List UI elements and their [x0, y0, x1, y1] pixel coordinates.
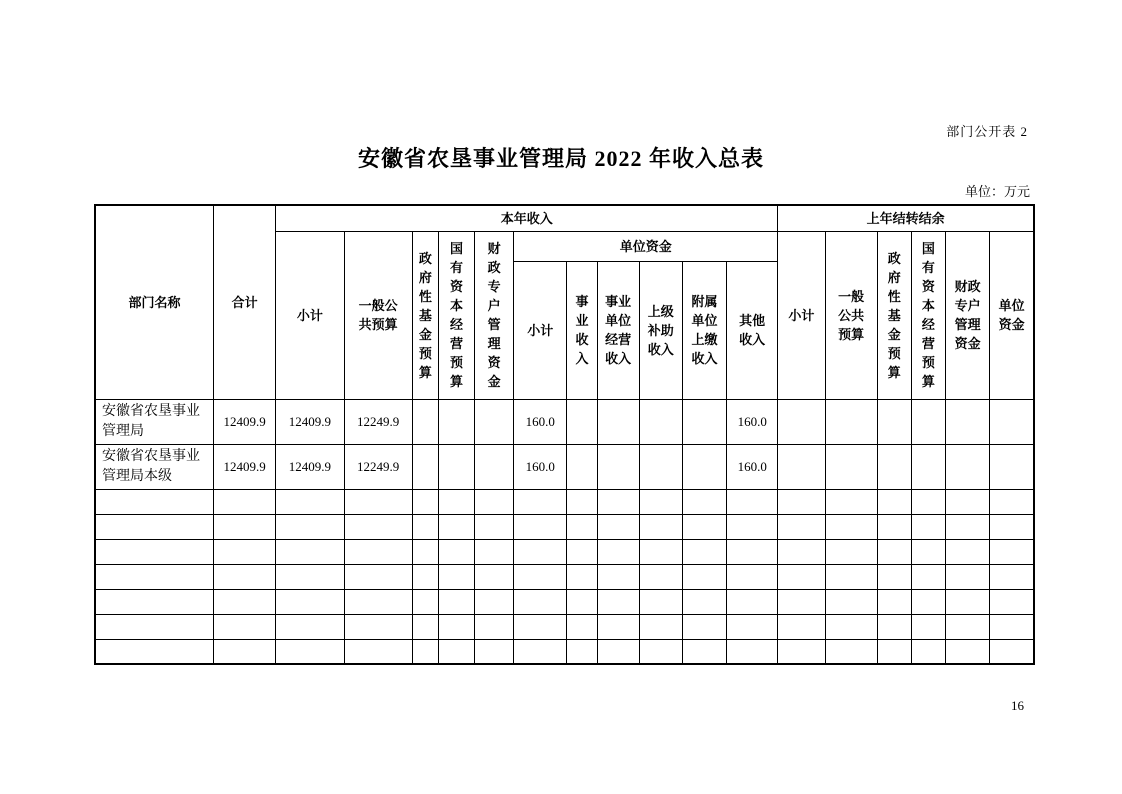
cell-co-state-capital — [911, 444, 945, 489]
empty-cell — [877, 539, 911, 564]
cell-dept: 安徽省农垦事业管理局 — [95, 399, 213, 444]
empty-cell — [990, 489, 1034, 514]
empty-cell — [825, 489, 877, 514]
cell-uf-subtotal: 160.0 — [514, 444, 567, 489]
cell-uf-other-income: 160.0 — [727, 399, 778, 444]
col-header-co-state-capital-budget: 国有资本经营预算 — [911, 231, 945, 399]
empty-cell — [639, 614, 682, 639]
cell-uf-superior-subsidy — [639, 399, 682, 444]
empty-cell — [412, 589, 438, 614]
empty-cell — [514, 614, 567, 639]
empty-cell — [514, 539, 567, 564]
empty-cell — [877, 489, 911, 514]
empty-cell — [877, 514, 911, 539]
col-header-uf-affiliated-income: 附属单位上缴收入 — [682, 261, 726, 399]
empty-cell — [475, 564, 514, 589]
col-header-uf-operating-income: 事业单位经营收入 — [597, 261, 639, 399]
empty-cell — [911, 614, 945, 639]
empty-cell — [911, 489, 945, 514]
col-header-dept-name: 部门名称 — [95, 205, 213, 399]
cell-total: 12409.9 — [213, 399, 275, 444]
empty-cell — [990, 539, 1034, 564]
empty-cell — [639, 639, 682, 664]
empty-cell — [727, 539, 778, 564]
col-header-uf-business-income: 事业收入 — [567, 261, 597, 399]
empty-cell — [682, 514, 726, 539]
cell-co-state-capital — [911, 399, 945, 444]
empty-cell — [946, 539, 990, 564]
cell-uf-other-income: 160.0 — [727, 444, 778, 489]
empty-cell — [682, 614, 726, 639]
empty-cell — [438, 589, 474, 614]
empty-cell — [438, 514, 474, 539]
empty-cell — [276, 514, 344, 539]
empty-cell — [682, 539, 726, 564]
empty-cell — [911, 514, 945, 539]
empty-cell — [778, 514, 825, 539]
empty-cell — [825, 614, 877, 639]
empty-cell — [475, 589, 514, 614]
empty-cell — [438, 539, 474, 564]
empty-cell — [95, 514, 213, 539]
empty-table-row — [95, 514, 1034, 539]
table-body — [95, 205, 1034, 664]
empty-cell — [825, 564, 877, 589]
cell-total: 12409.9 — [213, 444, 275, 489]
empty-cell — [95, 614, 213, 639]
empty-cell — [475, 639, 514, 664]
empty-cell — [344, 614, 412, 639]
empty-cell — [213, 514, 275, 539]
empty-cell — [475, 614, 514, 639]
cell-cy-fiscal-account — [475, 444, 514, 489]
empty-cell — [567, 489, 597, 514]
empty-cell — [438, 564, 474, 589]
empty-cell — [276, 639, 344, 664]
empty-cell — [95, 564, 213, 589]
empty-cell — [567, 589, 597, 614]
doc-label: 部门公开表 2 — [946, 124, 1028, 139]
empty-cell — [946, 639, 990, 664]
cell-cy-state-capital — [438, 444, 474, 489]
empty-cell — [990, 614, 1034, 639]
cell-uf-operating-income — [597, 399, 639, 444]
empty-cell — [213, 564, 275, 589]
cell-cy-state-capital — [438, 399, 474, 444]
empty-cell — [825, 639, 877, 664]
cell-co-unit-funds — [990, 444, 1034, 489]
empty-cell — [990, 589, 1034, 614]
col-header-uf-superior-subsidy: 上级补助收入 — [639, 261, 682, 399]
empty-cell — [727, 489, 778, 514]
col-header-co-fiscal-account-funds: 财政专户管理资金 — [946, 231, 990, 399]
empty-cell — [682, 639, 726, 664]
page-number: 16 — [1011, 698, 1024, 713]
empty-cell — [344, 564, 412, 589]
cell-cy-fiscal-account — [475, 399, 514, 444]
cell-co-gov-fund — [877, 444, 911, 489]
empty-cell — [946, 564, 990, 589]
empty-cell — [911, 539, 945, 564]
col-header-total: 合计 — [213, 205, 275, 399]
empty-cell — [682, 489, 726, 514]
empty-cell — [911, 564, 945, 589]
cell-co-general-public — [825, 444, 877, 489]
empty-cell — [877, 614, 911, 639]
empty-cell — [213, 489, 275, 514]
cell-co-fiscal-account — [946, 399, 990, 444]
empty-cell — [514, 564, 567, 589]
empty-cell — [727, 639, 778, 664]
cell-cy-general-public: 12249.9 — [344, 444, 412, 489]
unit-note: 单位：万元 — [964, 184, 1030, 199]
empty-cell — [514, 489, 567, 514]
empty-cell — [597, 639, 639, 664]
empty-cell — [276, 564, 344, 589]
cell-cy-subtotal: 12409.9 — [276, 444, 344, 489]
group-header-unit-funds: 单位资金 — [514, 231, 778, 261]
col-header-co-general-public-budget: 一般公共预算 — [825, 231, 877, 399]
cell-co-fiscal-account — [946, 444, 990, 489]
empty-cell — [778, 539, 825, 564]
cell-co-unit-funds — [990, 399, 1034, 444]
empty-cell — [639, 589, 682, 614]
group-header-current-year-income: 本年收入 — [276, 205, 778, 231]
cell-uf-subtotal: 160.0 — [514, 399, 567, 444]
empty-cell — [597, 614, 639, 639]
col-header-cy-subtotal: 小计 — [276, 231, 344, 399]
cell-dept: 安徽省农垦事业管理局本级 — [95, 444, 213, 489]
empty-cell — [778, 489, 825, 514]
empty-cell — [412, 514, 438, 539]
empty-cell — [946, 589, 990, 614]
empty-cell — [276, 489, 344, 514]
empty-cell — [412, 539, 438, 564]
empty-cell — [567, 539, 597, 564]
empty-cell — [727, 589, 778, 614]
cell-co-gov-fund — [877, 399, 911, 444]
table-row — [95, 444, 1034, 489]
empty-cell — [567, 614, 597, 639]
page-title: 安徽省农垦事业管理局 2022 年收入总表 — [357, 146, 764, 171]
empty-cell — [213, 614, 275, 639]
empty-cell — [990, 564, 1034, 589]
empty-cell — [276, 614, 344, 639]
empty-cell — [778, 639, 825, 664]
empty-table-row — [95, 639, 1034, 664]
empty-cell — [946, 489, 990, 514]
cell-co-general-public — [825, 399, 877, 444]
empty-cell — [727, 564, 778, 589]
empty-cell — [276, 589, 344, 614]
empty-cell — [946, 614, 990, 639]
cell-uf-superior-subsidy — [639, 444, 682, 489]
empty-cell — [514, 639, 567, 664]
empty-cell — [213, 589, 275, 614]
empty-cell — [877, 589, 911, 614]
empty-cell — [877, 564, 911, 589]
col-header-uf-subtotal: 小计 — [514, 261, 567, 399]
empty-cell — [727, 514, 778, 539]
col-header-cy-general-public-budget: 一般公共预算 — [344, 231, 412, 399]
cell-uf-business-income — [567, 444, 597, 489]
empty-cell — [344, 514, 412, 539]
empty-cell — [213, 639, 275, 664]
col-header-cy-fiscal-account-funds: 财政专户管理资金 — [475, 231, 514, 399]
empty-cell — [639, 514, 682, 539]
income-table-wrap — [94, 204, 1035, 665]
empty-cell — [412, 614, 438, 639]
empty-cell — [344, 489, 412, 514]
empty-cell — [597, 514, 639, 539]
table-row — [95, 399, 1034, 444]
empty-cell — [639, 564, 682, 589]
empty-cell — [778, 614, 825, 639]
empty-cell — [825, 539, 877, 564]
empty-cell — [567, 514, 597, 539]
cell-uf-affiliated-income — [682, 444, 726, 489]
empty-cell — [682, 564, 726, 589]
cell-cy-subtotal: 12409.9 — [276, 399, 344, 444]
empty-cell — [514, 514, 567, 539]
col-header-co-unit-funds: 单位资金 — [990, 231, 1034, 399]
cell-uf-operating-income — [597, 444, 639, 489]
cell-uf-affiliated-income — [682, 399, 726, 444]
empty-cell — [438, 639, 474, 664]
col-header-cy-gov-fund-budget: 政府性基金预算 — [412, 231, 438, 399]
empty-cell — [344, 539, 412, 564]
empty-cell — [597, 539, 639, 564]
empty-cell — [475, 539, 514, 564]
cell-co-subtotal — [778, 399, 825, 444]
empty-table-row — [95, 614, 1034, 639]
empty-cell — [213, 539, 275, 564]
empty-cell — [911, 589, 945, 614]
empty-cell — [412, 489, 438, 514]
empty-cell — [682, 589, 726, 614]
empty-table-row — [95, 589, 1034, 614]
empty-cell — [95, 539, 213, 564]
cell-cy-gov-fund — [412, 444, 438, 489]
empty-table-row — [95, 564, 1034, 589]
empty-cell — [475, 489, 514, 514]
empty-cell — [597, 489, 639, 514]
empty-cell — [276, 539, 344, 564]
header-row-groups — [95, 205, 1034, 231]
empty-cell — [639, 539, 682, 564]
empty-cell — [990, 514, 1034, 539]
group-header-carryover: 上年结转结余 — [778, 205, 1034, 231]
empty-cell — [95, 589, 213, 614]
empty-table-row — [95, 489, 1034, 514]
empty-cell — [567, 639, 597, 664]
empty-cell — [825, 514, 877, 539]
empty-cell — [438, 489, 474, 514]
empty-cell — [727, 614, 778, 639]
empty-cell — [412, 639, 438, 664]
col-header-uf-other-income: 其他收入 — [727, 261, 778, 399]
col-header-cy-state-capital-budget: 国有资本经营预算 — [438, 231, 474, 399]
empty-cell — [597, 564, 639, 589]
cell-co-subtotal — [778, 444, 825, 489]
empty-cell — [567, 564, 597, 589]
cell-uf-business-income — [567, 399, 597, 444]
empty-cell — [95, 489, 213, 514]
empty-cell — [825, 589, 877, 614]
empty-cell — [344, 589, 412, 614]
col-header-co-subtotal: 小计 — [778, 231, 825, 399]
empty-cell — [911, 639, 945, 664]
empty-cell — [946, 514, 990, 539]
empty-cell — [597, 589, 639, 614]
income-table — [94, 204, 1035, 665]
empty-cell — [95, 639, 213, 664]
empty-cell — [514, 589, 567, 614]
empty-cell — [475, 514, 514, 539]
empty-cell — [412, 564, 438, 589]
empty-cell — [990, 639, 1034, 664]
empty-cell — [877, 639, 911, 664]
empty-cell — [344, 639, 412, 664]
cell-cy-general-public: 12249.9 — [344, 399, 412, 444]
empty-cell — [438, 614, 474, 639]
cell-cy-gov-fund — [412, 399, 438, 444]
empty-cell — [639, 489, 682, 514]
empty-table-row — [95, 539, 1034, 564]
empty-cell — [778, 589, 825, 614]
empty-cell — [778, 564, 825, 589]
col-header-co-gov-fund-budget: 政府性基金预算 — [877, 231, 911, 399]
